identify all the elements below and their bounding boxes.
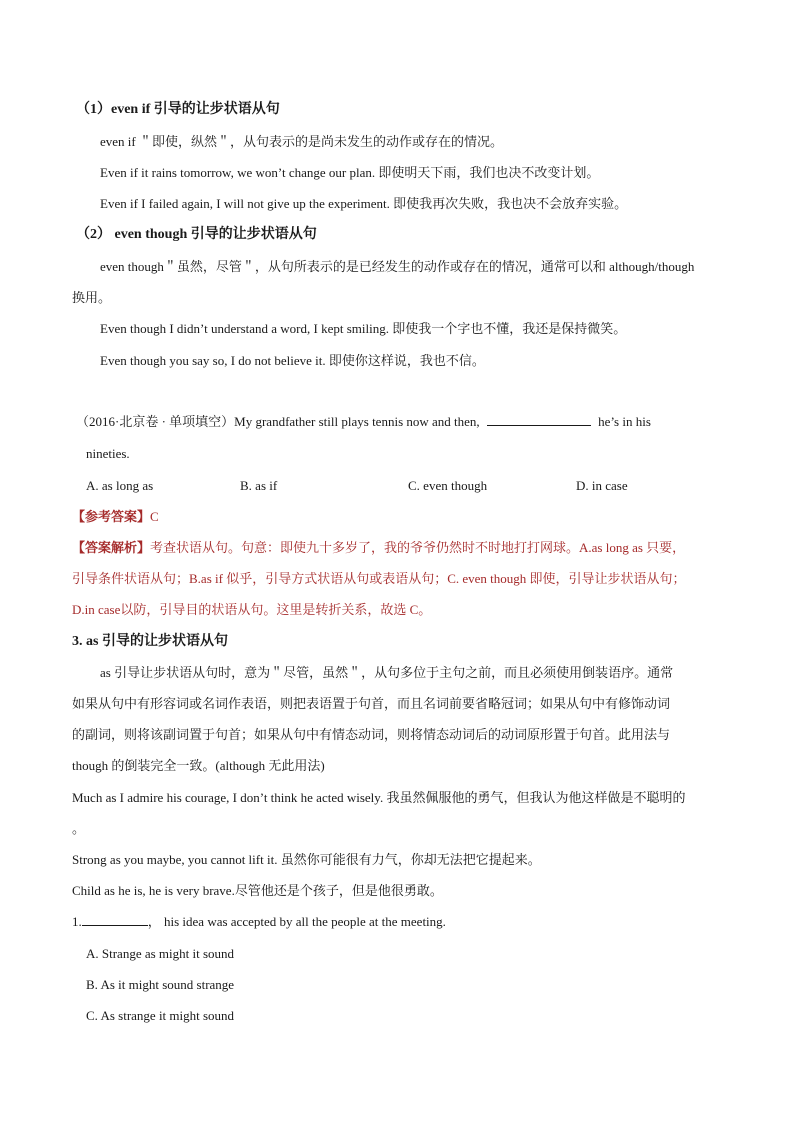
- question1-option-a[interactable]: A. as long as: [86, 478, 154, 493]
- analysis-text-1: 考查状语从句。句意：即使九十多岁了，我的爷爷仍然时不时地打打网球。A.as long as 只要，: [150, 540, 686, 555]
- section2-example-1: Even though I didn’t understand a word, I kept smiling. 即使我一个字也不懂，我还是保持微笑。: [100, 321, 627, 336]
- section3-heading: 3. as 引导的让步状语从句: [72, 634, 228, 649]
- analysis-label: 【答案解析】: [72, 540, 151, 555]
- section3-definition-line1: as 引导让步状语从句时，意为＂尽管，虽然＂，从句多位于主句之前，而且必须使用倒装语序。通常: [100, 665, 674, 680]
- section3-example-3: Child as he is, he is very brave.尽管他还是个孩子，但是他很勇敢。: [72, 883, 443, 898]
- question1-stem: [76, 413, 651, 431]
- question1-option-c[interactable]: C. even though: [408, 478, 488, 493]
- question2-option-b[interactable]: B. As it might sound strange: [86, 977, 235, 992]
- section2-heading: （2） even though 引导的让步状语从句: [76, 227, 317, 242]
- question2-number: 1.: [72, 914, 82, 929]
- section1-definition: even if ＂即使，纵然＂，从句表示的是尚未发生的动作或存在的情况。: [100, 134, 503, 149]
- question1-option-b[interactable]: B. as if: [240, 478, 278, 493]
- section3-example-2: Strong as you maybe, you cannot lift it. 虽然你可能很有力气，你却无法把它提起来。: [72, 852, 541, 867]
- section2-definition-line1: even though＂虽然，尽管＂，从句所表示的是已经发生的动作或存在的情况，通常可以和 although/though: [100, 259, 695, 274]
- question1-option-d[interactable]: D. in case: [576, 478, 628, 493]
- question2-stem-text: ， his idea was accepted by all the people at the meeting.: [147, 914, 446, 929]
- section3-definition-line2: 如果从句中有形容词或名词作表语，则把表语置于句首，而且名词前要省略冠词；如果从句中有修饰动词: [72, 696, 671, 711]
- answer-row: [72, 508, 159, 526]
- section3-example-1-line2: 。: [72, 821, 86, 836]
- answer-label: 【参考答案】: [72, 509, 151, 524]
- section1-example-2: Even if I failed again, I will not give up the experiment. 即使我再次失败，我也决不会放弃实验。: [100, 196, 628, 211]
- question1-stem-part1: （2016·北京卷 · 单项填空）My grandfather still plays tennis now and then,: [76, 414, 480, 429]
- answer-value: C: [150, 509, 159, 524]
- section3-example-1-line1: Much as I admire his courage, I don’t think he acted wisely. 我虽然佩服他的勇气，但我认为他这样做是不聪明的: [72, 790, 686, 805]
- section1-heading: （1）even if 引导的让步状语从句: [76, 102, 280, 117]
- question2-stem: [72, 913, 446, 931]
- question2-option-c[interactable]: C. As strange it might sound: [86, 1008, 235, 1023]
- section2-definition-line2: 换用。: [72, 290, 112, 305]
- question1-stem-line2: nineties.: [86, 446, 130, 461]
- section2-example-2: Even though you say so, I do not believe it. 即使你这样说，我也不信。: [100, 353, 485, 368]
- section3-definition-line4: though 的倒装完全一致。(although 无此用法): [72, 758, 325, 773]
- analysis-line3: D.in case以防，引导目的状语从句。这里是转折关系，故选 C。: [72, 602, 432, 617]
- section3-definition-line3: 的副词，则将该副词置于句首；如果从句中有情态动词，则将情态动词后的动词原形置于句首。此用法与: [72, 727, 671, 742]
- answer-blank[interactable]: [487, 413, 591, 426]
- analysis-line2: 引导条件状语从句；B.as if 似乎，引导方式状语从句或表语从句；C. even though 即使，引导让步状语从句；: [72, 571, 686, 586]
- analysis-line1: [72, 539, 685, 557]
- answer-blank-2[interactable]: [82, 913, 148, 926]
- question2-option-a[interactable]: A. Strange as might it sound: [86, 946, 235, 961]
- section1-example-1: Even if it rains tomorrow, we won’t change our plan. 即使明天下雨，我们也决不改变计划。: [100, 165, 600, 180]
- question1-stem-part2: he’s in his: [598, 414, 651, 429]
